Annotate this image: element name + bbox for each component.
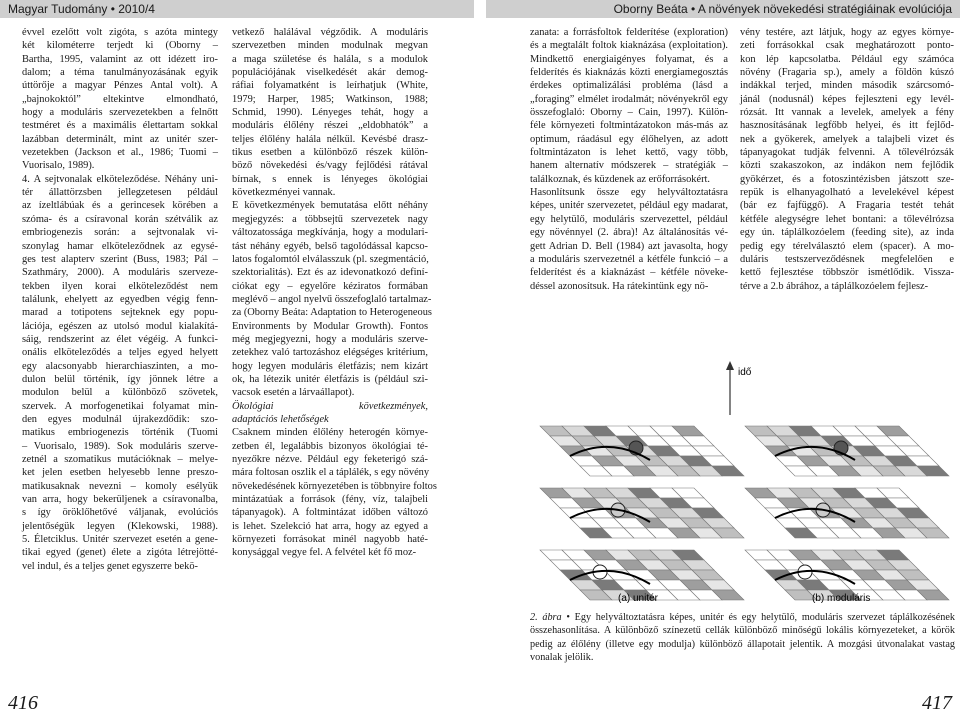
- text-line: „foraging” elmélet irodalmát; növényekről egy: [530, 93, 728, 105]
- text-column-1: [22, 26, 218, 573]
- text-line: felderítést és a kiaknázást – kétféle növeke-: [530, 267, 728, 279]
- text-line: nyezőkre nézve. Például egy feketerigó szá-: [232, 454, 428, 465]
- text-line: képes, unitér szervezetet, például egy madarat,: [530, 200, 728, 212]
- text-line: s így öröklőhetővé váljanak, evolúciós: [22, 507, 218, 519]
- text-line: egy ún. táplálkozóelem (feeding site), az inda: [740, 227, 954, 239]
- text-line: tekben ilyen korai elköteleződést nem: [22, 280, 218, 292]
- text-line: közti szakaszokon, az indákon nem fejlődik: [740, 160, 954, 172]
- text-line: mintázatúak a források (fény, víz, talajbeli: [232, 494, 428, 506]
- text-line: találkoznak, és küzdenek az erőforrásokért.: [530, 173, 711, 185]
- text-line: Szathmáry, 2000). A moduláris szerveze-: [22, 267, 218, 279]
- text-line: Vuorisalo, 1989).: [22, 160, 95, 172]
- text-line: onális elköteleződés a teljes egyed helyett: [22, 347, 218, 359]
- text-line: ráfiai folyamatként is leírhatjuk (White,: [232, 80, 428, 92]
- text-line: szonylag hamar elköteleződnek az egysé-: [22, 240, 218, 252]
- text-line: gett Adrian D. Bell (1984) azt javasolta, hogy: [530, 240, 728, 252]
- text-line: érdekes optimalizálási probléma (lásd a: [530, 80, 728, 92]
- text-line: latos fogalomtól elválasszuk (pl. szegmentáció,: [232, 253, 429, 265]
- text-line: növekedésének környezetében is többnyire foltos: [232, 480, 437, 492]
- text-line: tér állattörzsben jellegzetesen például: [22, 187, 218, 199]
- text-line: egy növénnyel (2. ábra)! Az általánosítás vé-: [530, 227, 728, 239]
- text-line: Csaknem minden élőlény heterogén környe-: [232, 427, 428, 439]
- text-line: 5. Életciklus. Unitér szervezet esetén a gene-: [22, 534, 218, 546]
- text-line: populációjának viselkedését akár demog-: [232, 67, 428, 79]
- text-line: tápanyagok). A foltmintázat időben változó: [232, 507, 428, 519]
- text-line: egy helytülő, moduláris szervezettel, például: [530, 213, 728, 225]
- text-line: egy alacsonyabb hierarchiaszinten, a mo-: [22, 360, 218, 372]
- text-line: a maga születése és halála, s a modulok: [232, 53, 428, 65]
- text-line: tápanyagokat tudják felvenni. A tőlevélrózsák: [740, 147, 954, 159]
- text-line: bírnak, s ennek is lényeges ökológiai: [232, 173, 428, 185]
- text-line: vacsok esetén a lárvaállapot).: [232, 387, 355, 399]
- text-line: kettő fejlesztése többször ismétlődik. Vissza-: [740, 267, 954, 279]
- text-line: duláris testszerveződésnek megfelelően e: [740, 253, 954, 265]
- text-column-3: [530, 26, 728, 293]
- text-line: Hasonlítsunk össze egy helyváltoztatásra: [530, 187, 728, 199]
- text-line: ciókat egy – egyelőre kéziratos formában: [232, 280, 428, 292]
- text-line: böző növekedési és/vagy fejlődési rátával: [232, 160, 428, 172]
- text-line: nek a gyökerek, amelyek a talajbeli vizet és: [740, 133, 954, 145]
- text-line: Environments by Modular Growth). Fontos: [232, 320, 428, 332]
- text-line: hogy a moduláris szervezetekben a felnőtt: [22, 107, 218, 119]
- time-axis-label: idő: [738, 367, 752, 378]
- text-line: gyökérzet, és a fotoszintézisben játszott sze-: [740, 173, 954, 185]
- text-line: találunk, ehelyett az egyedben végig fenn-: [22, 293, 218, 305]
- text-line: Ökológiai következmények,: [232, 400, 428, 412]
- text-line: tást néhány egyéb, belső tagolódással kapcso-: [232, 240, 428, 252]
- text-line: zanata: a forrásfoltok felderítése (exploration): [530, 27, 728, 38]
- running-header-left: [0, 0, 474, 18]
- caption-title: 2. ábra: [530, 612, 562, 623]
- text-line: ket jelen esetben helyesebb lenne preszo-: [22, 467, 218, 479]
- text-line: felderítés és kiaknázás közti energiamegosztás: [530, 67, 728, 79]
- text-line: lazábban determinált, mint az unitér szer-: [22, 133, 218, 145]
- text-line: szektorialitás). Ezt és az idevonatkozó definí-: [232, 267, 428, 279]
- text-line: indákkal terjed, minden második szárcsomó-: [740, 80, 954, 92]
- text-line: Schmid, 1990). Lényeges tehát, hogy a: [232, 107, 428, 119]
- text-line: tikus esetben a különböző részek külön-: [232, 147, 428, 159]
- text-line: összefoglaló: Oborny – Cain, 1997). Külön-: [530, 107, 728, 119]
- text-line: lációja, egészen az utolsó modul kialakítá-: [22, 320, 218, 332]
- text-line: szervek. A morfogenetikai folyamat min-: [22, 400, 218, 412]
- text-line: konysággal vegye fel. A felvétel két fő moz-: [232, 547, 417, 559]
- text-line: és a megtalált foltok kiaknázása (exploitation).: [530, 40, 728, 52]
- text-line: féle környezeti foltmintázatokon más-más az: [530, 120, 728, 132]
- text-line: kétféle alegységre lehet bontani: a tőlevélrózsa: [740, 213, 954, 225]
- text-line: vény testére, azt látjuk, hogy az egyes környe-: [740, 27, 954, 38]
- text-line: tikai egyed (genet) élete a zigóta létrejötté-: [22, 547, 218, 559]
- text-line: zetekhez való tartozáshoz elégséges kritérium,: [232, 347, 428, 359]
- text-line: változatossága megkívánja, hogy a modulari-: [232, 227, 428, 239]
- text-line: moduláris élőlény részei „eldobhatók” a: [232, 120, 428, 132]
- text-line: zeti forrásokkal csak meghatározott ponto-: [740, 40, 954, 52]
- text-line: van arra, hogy bekerüljenek a csíravonalba,: [22, 494, 218, 506]
- text-line: testméret és a maximális élettartam sokkal: [22, 120, 218, 132]
- figure-caption: [530, 611, 955, 664]
- journal-issue: Magyar Tudomány • 2010/4: [8, 2, 155, 16]
- text-line: embriogenezis során: a sejtvonalak vi-: [22, 227, 218, 239]
- text-line: za (Oborny Beáta: Adaptation to Heterogeneous: [232, 307, 432, 319]
- page-number-left: 416: [8, 692, 38, 714]
- text-line: „bajnokoktól” eltekintve elmondható,: [22, 93, 218, 105]
- text-line: évvel ezelőtt volt zigóta, s azóta mintegy: [22, 27, 218, 38]
- text-line: hanem alternatív módszerek – stratégiák –: [530, 160, 728, 172]
- text-line: vel indul, és a teljes genet egyszerre bekö-: [22, 560, 198, 572]
- text-line: dalom; a téma tanulmányozásának egyik: [22, 67, 218, 79]
- text-line: következményei vannak.: [232, 187, 336, 199]
- running-header-right: [486, 0, 960, 18]
- text-line: növény (Fragaria sp.), amely a földön kúszó: [740, 67, 954, 79]
- figure-2-grids: [530, 345, 955, 607]
- text-line: foltmintázaton is lehet kettő, vagy több,: [530, 147, 728, 159]
- text-line: déssel azonosítsuk. Ha rátekintünk egy nö-: [530, 280, 709, 292]
- text-line: zetben él, legalábbis bizonyos ökológiai té-: [232, 440, 428, 452]
- text-line: kon lép kapcsolatba. Például egy számóca: [740, 53, 954, 65]
- grid-panel-modular: [745, 426, 949, 600]
- text-line: 1979; Harper, 1985; Watkinson, 1988;: [232, 93, 428, 105]
- article-title: Oborny Beáta • A növények növekedési stratégiáinak evolúciója: [613, 2, 952, 16]
- text-line: sáig, rendszerint az élet végéig. A funkci-: [22, 333, 218, 345]
- text-line: térve a 2.b ábrához, a táplálkozóelem fejlesz-: [740, 280, 929, 292]
- text-line: dulon belül történik, így jönnek létre a: [22, 373, 218, 385]
- text-line: mára foltosan oszlik el a táplálék, s egy növény: [232, 467, 430, 479]
- text-line: – Vuorisalo, 1989). Sok moduláris szerve-: [22, 440, 218, 452]
- text-line: szóma- és a csíravonal korán szétválik az: [22, 213, 218, 225]
- text-line: ok, ha létezik unitér életfázis is (például szi-: [232, 373, 428, 385]
- text-line: Bartha, 1995, valamint az ott idézett iro-: [22, 53, 218, 65]
- text-line: hasznosításának legfőbb helyei, és itt fejlőd-: [740, 120, 954, 132]
- text-line: szervezetben minden modulnak megvan: [232, 40, 428, 52]
- text-line: rózsát. Itt vannak a levelek, amelyek a fény: [740, 107, 954, 119]
- text-line: meglévő – angol nyelvű összefoglaló tartalmaz-: [232, 293, 432, 305]
- grid-panel-unitary: [540, 426, 744, 600]
- text-line: matikusaknak nevezni – komoly esélyük: [22, 480, 218, 492]
- text-line: (bár ez fajfüggő). A Fragaria testét tehát: [740, 200, 954, 212]
- page-number-right: 417: [922, 692, 952, 714]
- time-axis-arrowhead: [726, 361, 734, 370]
- text-line: környezeti forrásokat minél nagyobb haté-: [232, 534, 428, 546]
- text-line: az ízeltlábúak és a gerincesek körében a: [22, 200, 218, 212]
- text-line: teljes élőlény halála nélkül. Kevésbé drasz-: [232, 133, 428, 145]
- text-line: modulon belül a különböző szövetek,: [22, 387, 218, 399]
- caption-text: • Egy helyváltoztatásra képes, unitér és egy helytülő, moduláris szervezet táplálkozésének összehasonlítása. A különböző színezetű cellák különböző minőségű lokális környezeteket, a körök pedig az élőlény (illetve egy modulja) különböző állapotait jelentik. A mozgási útvonalakat vastag vonalak jelölik.: [530, 612, 955, 663]
- text-line: repük is elhanyagolható a levelekével képest: [740, 187, 954, 199]
- text-line: ges test alapterv szerint (Buss, 1983; Pál –: [22, 253, 218, 265]
- text-line: matikus embriogenezis történik (Tuomi: [22, 427, 218, 439]
- text-line: Mindkettő energiaigényes folyamat, és a: [530, 53, 728, 65]
- text-line: úttörője a magyar Pénzes Antal volt). A: [22, 80, 218, 92]
- text-line: zetnél a szomatikus mutációknak – melye-: [22, 454, 218, 465]
- text-line: megjegyzés: a többsejtű szervezetek nagy: [232, 213, 428, 225]
- text-line: pedig egy térelválasztó elem (spacer). A mo-: [740, 240, 954, 252]
- text-line: a moduláris szervezetnél a kétféle funkció – a: [530, 253, 728, 265]
- text-line: adaptációs lehetőségek: [232, 413, 329, 425]
- text-line: 4. A sejtvonalak elköteleződése. Néhány uni-: [22, 173, 218, 185]
- text-line: vezetekben (Jackson et al., 1986; Tuomi –: [22, 147, 218, 159]
- text-line: hogy legyen moduláris életfázis; nem kizárt: [232, 360, 428, 372]
- text-column-2: [232, 26, 437, 560]
- text-line: két kilométerre terjedt ki (Oborny –: [22, 40, 218, 52]
- text-line: vetkező halálával végződik. A moduláris: [232, 27, 428, 38]
- panel-a-label: (a) unitér: [618, 593, 659, 604]
- panel-b-label: (b) moduláris: [812, 593, 871, 604]
- text-column-4: [740, 26, 954, 293]
- text-line: még megjegyezni, hogy a moduláris szerve-: [232, 333, 428, 345]
- text-line: optimum, ráadásul egy élőhelyen, az adott: [530, 133, 728, 145]
- text-line: marad a totipotens sejteknek egy popu-: [22, 307, 218, 319]
- text-line: den egyes modulnál újrakezdődik: szo-: [22, 413, 218, 425]
- text-line: jelentőségük legyen (Klekowski, 1988).: [22, 520, 218, 532]
- text-line: is lehet. Szelekció hat arra, hogy az egyed a: [232, 520, 428, 532]
- text-line: E következmények bemutatása előtt néhány: [232, 200, 428, 212]
- text-line: jánál (nodusnál) képes fejleszteni egy levél-: [740, 93, 954, 105]
